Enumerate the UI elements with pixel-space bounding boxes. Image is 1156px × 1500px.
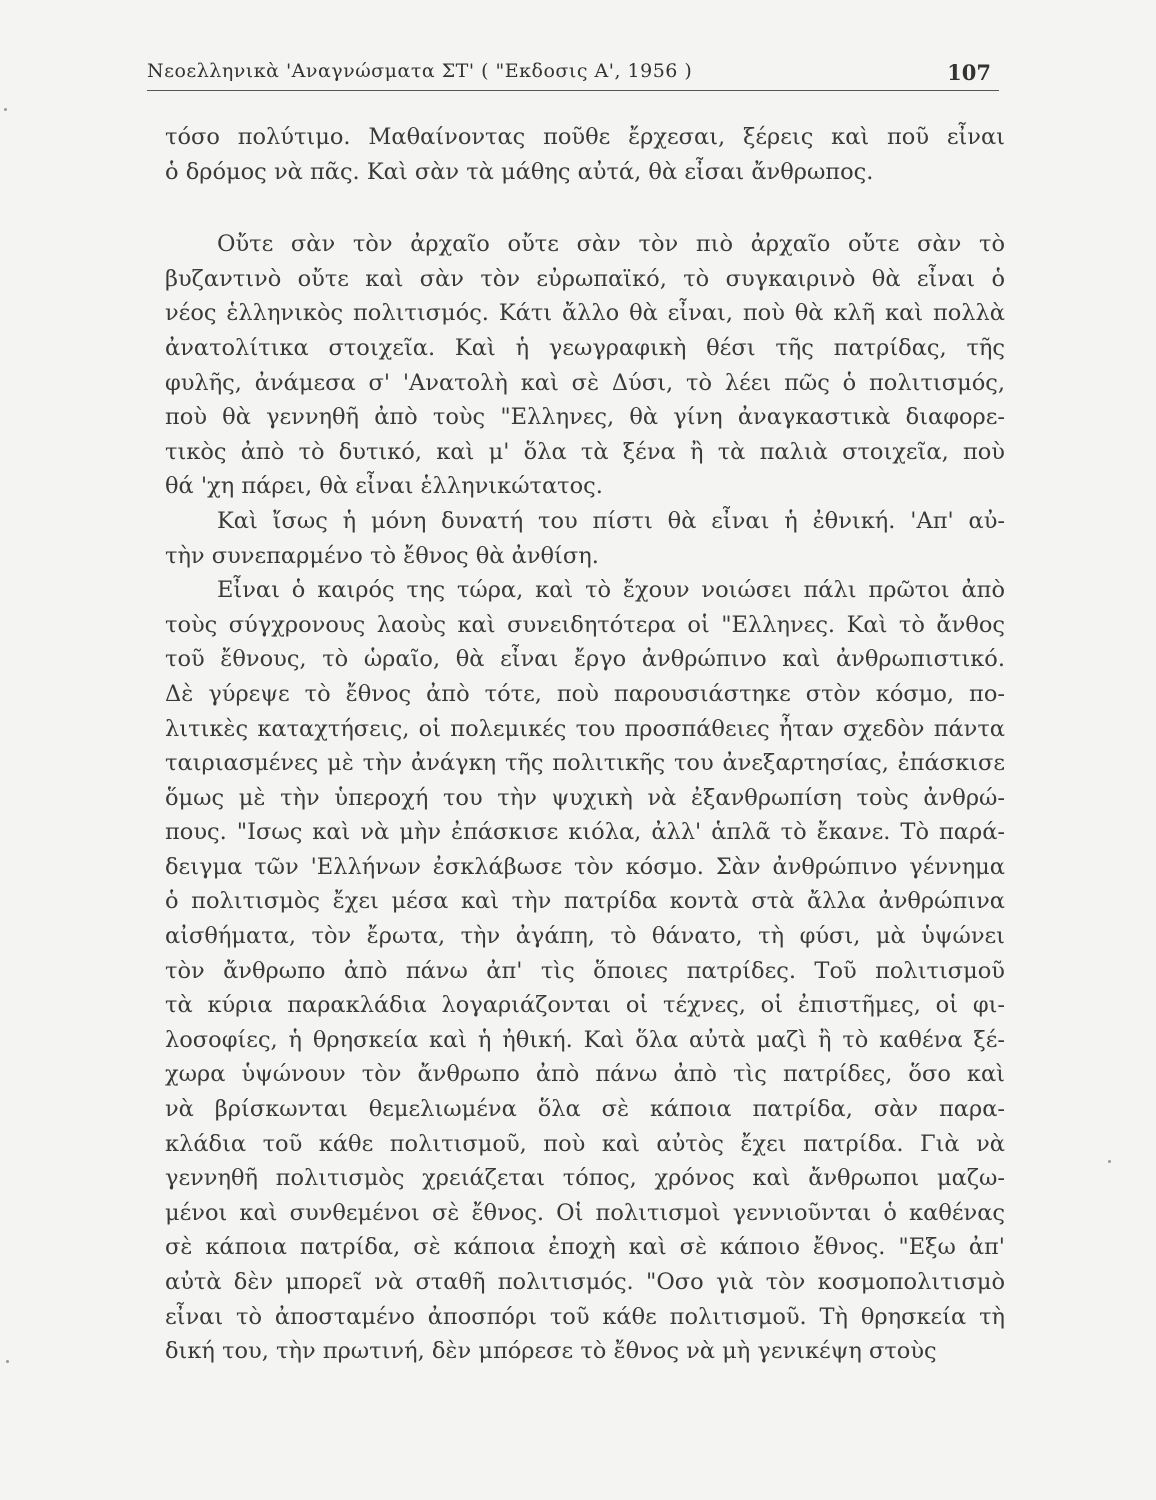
paragraph-gap [165,189,1005,227]
text-line: τικὸς ἀπὸ τὸ δυτικό, καὶ μ' ὅλα τὰ ξένα ἢ τὰ παλιὰ στοιχεῖα, ποὺ [165,438,1005,465]
text-line: Δὲ γύρεψε τὸ ἔθνος ἀπὸ τότε, ποὺ παρουσιάστηκε στὸν κόσμο, πο- [165,680,1005,707]
text-line: ἀνατολίτικα στοιχεῖα. Καὶ ἡ γεωγραφικὴ θέσι τῆς πατρίδας, τῆς [165,334,1005,361]
paragraph [165,227,1005,504]
text-line: Καὶ ἴσως ἡ μόνη δυνατή του πίστι θὰ εἶναι ἡ ἐθνική. 'Απ' αὐ- [217,507,1005,534]
text-line: τὴν συνεπαρμένο τὸ ἔθνος θὰ ἀνθίση. [165,542,599,569]
text-line: νέος ἑλληνικὸς πολιτισμός. Κάτι ἄλλο θὰ εἶναι, ποὺ θὰ κλῆ καὶ πολλὰ [165,300,1005,327]
paragraph [165,504,1005,573]
text-line: δειγμα τῶν 'Ελλήνων ἐσκλάβωσε τὸν κόσμο. Σὰν ἀνθρώπινο γέννημα [165,853,1005,880]
text-line: φυλῆς, ἀνάμεσα σ' 'Ανατολὴ καὶ σὲ Δύσι, τὸ λέει πῶς ὁ πολιτισμός, [165,369,1005,396]
running-header [147,56,999,91]
text-line: ὁ δρόμος νὰ πᾶς. Καὶ σὰν τὰ μάθης αὐτά, θὰ εἶσαι ἄνθρωπος. [165,158,874,185]
body-text [165,120,1005,1369]
text-line: λοσοφίες, ἡ θρησκεία καὶ ἡ ἠθική. Καὶ ὅλα αὐτὰ μαζὶ ἢ τὸ καθένα ξέ- [165,1026,1005,1053]
page-number: 107 [947,60,991,85]
scan-speck [6,1360,9,1363]
text-line: εἶναι τὸ ἀποσταμένο ἀποσπόρι τοῦ κάθε πολιτισμοῦ. Τὴ θρησκεία τὴ [165,1303,1005,1330]
text-line: λιτικὲς καταχτήσεις, οἱ πολεμικές του προσπάθειες ἦταν σχεδὸν πάντα [165,715,1005,742]
paragraph [165,120,1005,189]
text-line: τοῦ ἔθνους, τὸ ὡραῖο, θὰ εἶναι ἔργο ἀνθρώπινο καὶ ἀνθρωπιστικό. [165,646,1005,673]
text-line: κλάδια τοῦ κάθε πολιτισμοῦ, ποὺ καὶ αὐτὸς ἔχει πατρίδα. Γιὰ νὰ [165,1130,1005,1157]
text-line: μένοι καὶ συνθεμένοι σὲ ἔθνος. Οἱ πολιτισμοὶ γεννιοῦνται ὁ καθένας [165,1199,1005,1226]
text-line: σὲ κάποια πατρίδα, σὲ κάποια ἐποχὴ καὶ σὲ κάποιο ἔθνος. "Εξω ἀπ' [165,1234,1005,1261]
text-line: πους. "Ισως καὶ νὰ μὴν ἐπάσκισε κιόλα, ἀλλ' ἁπλᾶ τὸ ἔκανε. Τὸ παρά- [165,819,1005,846]
text-line: τὸν ἄνθρωπο ἀπὸ πάνω ἀπ' τὶς ὅποιες πατρίδες. Τοῦ πολιτισμοῦ [165,957,1005,984]
text-line: ὁ πολιτισμὸς ἔχει μέσα καὶ τὴν πατρίδα κοντὰ στὰ ἄλλα ἀνθρώπινα [165,888,1005,915]
text-line: Οὔτε σὰν τὸν ἀρχαῖο οὔτε σὰν τὸν πιὸ ἀρχαῖο οὔτε σὰν τὸ [217,231,1005,258]
scan-speck [4,108,7,111]
scan-speck [1108,1160,1111,1163]
text-line: δική του, τὴν πρωτινή, δὲν μπόρεσε τὸ ἔθνος νὰ μὴ γενικέψη στοὺς [165,1338,937,1365]
text-line: βυζαντινὸ οὔτε καὶ σὰν τὸν εὐρωπαϊκό, τὸ συγκαιρινὸ θὰ εἶναι ὁ [165,265,1005,292]
text-line: νὰ βρίσκωνται θεμελιωμένα ὅλα σὲ κάποια πατρίδα, σὰν παρα- [165,1096,1005,1123]
text-line: αὐτὰ δὲν μπορεῖ νὰ σταθῆ πολιτισμός. "Οσο γιὰ τὸν κοσμοπολιτισμὸ [165,1269,1005,1295]
text-line: Εἶναι ὁ καιρός της τώρα, καὶ τὸ ἔχουν νοιώσει πάλι πρῶτοι ἀπὸ [217,577,1005,604]
text-line: τὰ κύρια παρακλάδια λογαριάζονται οἱ τέχνες, οἱ ἐπιστῆμες, οἱ φι- [165,992,1005,1019]
text-line: τοὺς σύγχρονους λαοὺς καὶ συνειδητότερα οἱ "Ελληνες. Καὶ τὸ ἄνθος [165,611,1005,638]
text-line: γεννηθῆ πολιτισμὸς χρειάζεται τόπος, χρόνος καὶ ἄνθρωποι μαζω- [165,1165,1005,1192]
book-title: Νεοελληνικὰ 'Αναγνώσματα ΣΤ' ( "Εκδοσις Α', 1956 ) [147,60,693,82]
paragraph [165,573,1005,1369]
text-line: τόσο πολύτιμο. Μαθαίνοντας ποῦθε ἔρχεσαι, ξέρεις καὶ ποῦ εἶναι [165,124,1005,150]
text-line: ταιριασμένες μὲ τὴν ἀνάγκη τῆς πολιτικῆς του ἀνεξαρτησίας, ἐπάσκισε [165,750,1005,777]
text-line: θά 'χη πάρει, θὰ εἶναι ἑλληνικώτατος. [165,473,603,500]
text-line: ὅμως μὲ τὴν ὑπεροχή του τὴν ψυχικὴ νὰ ἐξανθρωπίση τοὺς ἀνθρώ- [165,784,1005,811]
text-line: αἰσθήματα, τὸν ἔρωτα, τὴν ἀγάπη, τὸ θάνατο, τὴ φύσι, μὰ ὑψώνει [165,923,1005,950]
text-line: ποὺ θὰ γεννηθῆ ἀπὸ τοὺς "Ελληνες, θὰ γίνη ἀναγκαστικὰ διαφορε- [165,404,1005,431]
text-line: χωρα ὑψώνουν τὸν ἄνθρωπο ἀπὸ πάνω ἀπὸ τὶς πατρίδες, ὅσο καὶ [165,1061,1005,1088]
